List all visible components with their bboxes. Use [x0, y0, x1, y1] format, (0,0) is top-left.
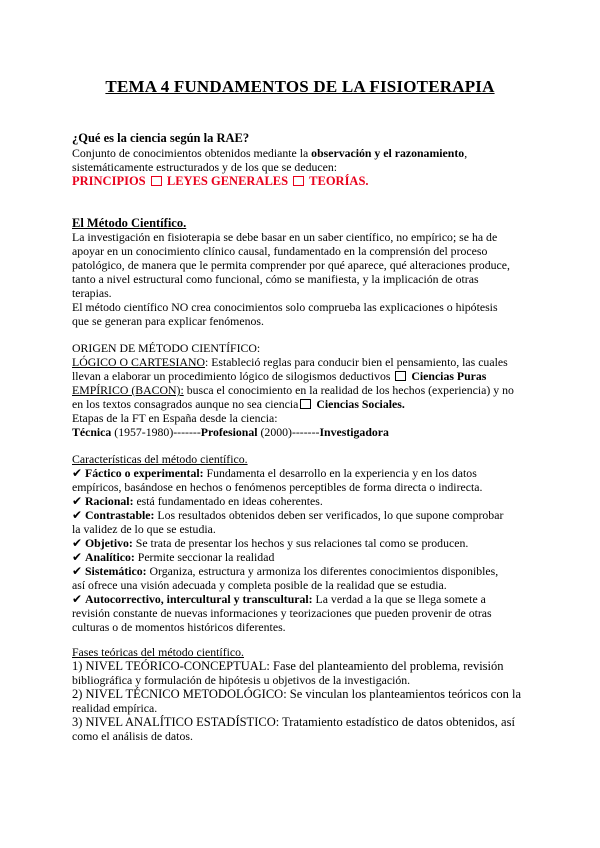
caracteristica-objetivo: ✔ Objetivo: Se trata de presentar los hechos y sus relaciones tal como se producen. [72, 536, 469, 550]
metodo-line: El método científico NO crea conocimientos solo comprueba las explicaciones o hipótesis [72, 300, 498, 314]
metodo-line: que se generan para explicar fenómenos. [72, 314, 264, 328]
origen-heading: ORIGEN DE MÉTODO CIENTÍFICO: [72, 341, 261, 355]
arrow-icon [300, 399, 311, 409]
arrow-icon [395, 371, 406, 381]
fase-line: como el análisis de datos. [72, 729, 193, 743]
metodo-heading: El Método Científico. [72, 216, 187, 230]
caracteristica-sistematico: ✔ Sistemático: Organiza, estructura y armoniza los diferentes conocimientos disponibles, [72, 564, 499, 578]
page-title: TEMA 4 FUNDAMENTOS DE LA FISIOTERAPIA [105, 77, 495, 96]
origen-logico-line2: llevan a elaborar un procedimiento lógico de silogismos deductivos Ciencias Puras [72, 369, 487, 383]
fase-line: 1) NIVEL TEÓRICO-CONCEPTUAL: Fase del planteamiento del problema, revisión [72, 659, 504, 673]
origen-etapas-timeline: Técnica (1957-1980)-------Profesional (2000)-------Investigadora [72, 425, 389, 439]
checkmark-icon: ✔ [72, 550, 82, 564]
caracteristica-autocorrectivo: ✔ Autocorrectivo, intercultural y transcultural: La verdad a la que se llega somete a [72, 592, 486, 606]
rae-definition-line2: sistemáticamente estructurados y de los que se deducen: [72, 160, 338, 174]
arrow-icon [293, 176, 304, 186]
metodo-line: La investigación en fisioterapia se debe basar en un saber científico, no empírico; se ha de [72, 230, 498, 244]
origen-etapas: Etapas de la FT en España desde la ciencia: [72, 411, 278, 425]
fase-line: realidad empírica. [72, 701, 158, 715]
caracteristica-contrastable: ✔ Contrastable: Los resultados obtenidos deben ser verificados, lo que supone comprobar [72, 508, 504, 522]
metodo-line: apoyar en un conocimiento clínico causal, fundamentado en la comprensión del proceso [72, 244, 488, 258]
origen-empirico: EMPÍRICO (BACON): busca el conocimiento en la realidad de los hechos (experiencia) y no [72, 383, 514, 397]
origen-logico: LÓGICO O CARTESIANO: Estableció reglas para conducir bien el pensamiento, las cuales [72, 355, 508, 369]
checkmark-icon: ✔ [72, 536, 82, 550]
metodo-line: tanto a nivel estructural como funcional, cómo se manifiesta, y la implicación de otras [72, 272, 479, 286]
origen-empirico-line2: en los textos consagrados aunque no sea ciencia Ciencias Sociales. [72, 397, 405, 411]
fase-line: bibliográfica y formulación de hipótesis u objetivos de la investigación. [72, 673, 411, 687]
rae-question: ¿Qué es la ciencia según la RAE? [72, 131, 250, 145]
arrow-icon [151, 176, 162, 186]
caracteristica-autocorrectivo-line2: revisión constante de nuevas informaciones y teorizaciones que pueden provenir de otras [72, 606, 492, 620]
caracteristica-autocorrectivo-line3: culturas o de momentos históricos diferentes. [72, 620, 286, 634]
caracteristica-factico-line2: empíricos, basándose en hechos o fenómenos perceptibles de forma directa o indirecta. [72, 480, 483, 494]
fase-line: 3) NIVEL ANALÍTICO ESTADÍSTICO: Tratamiento estadístico de datos obtenidos, así [72, 715, 515, 729]
checkmark-icon: ✔ [72, 466, 82, 480]
checkmark-icon: ✔ [72, 508, 82, 522]
caracteristica-racional: ✔ Racional: está fundamentado en ideas coherentes. [72, 494, 323, 508]
fases-heading: Fases teóricas del método científico. [72, 645, 244, 659]
checkmark-icon: ✔ [72, 494, 82, 508]
checkmark-icon: ✔ [72, 592, 82, 606]
caracteristica-contrastable-line2: la validez de lo que se estudia. [72, 522, 216, 536]
caracteristica-factico: ✔ Fáctico o experimental: Fundamenta el desarrollo en la experiencia y en los datos [72, 466, 477, 480]
caracteristicas-heading: Características del método científico. [72, 452, 248, 466]
caracteristica-sistematico-line2: así ofrece una visión adecuada y completa posible de la realidad que se estudia. [72, 578, 447, 592]
fase-line: 2) NIVEL TÉCNICO METODOLÓGICO: Se vinculan los planteamientos teóricos con la [72, 687, 521, 701]
caracteristica-analitico: ✔ Analítico: Permite seccionar la realidad [72, 550, 275, 564]
metodo-line: patológico, de manera que le permita comprender por qué aparece, qué alteraciones produce, [72, 258, 510, 272]
checkmark-icon: ✔ [72, 564, 82, 578]
metodo-line: terapias. [72, 286, 112, 300]
rae-definition: Conjunto de conocimientos obtenidos mediante la observación y el razonamiento, [72, 146, 468, 160]
rae-principles: PRINCIPIOS LEYES GENERALES TEORÍAS. [72, 174, 369, 188]
